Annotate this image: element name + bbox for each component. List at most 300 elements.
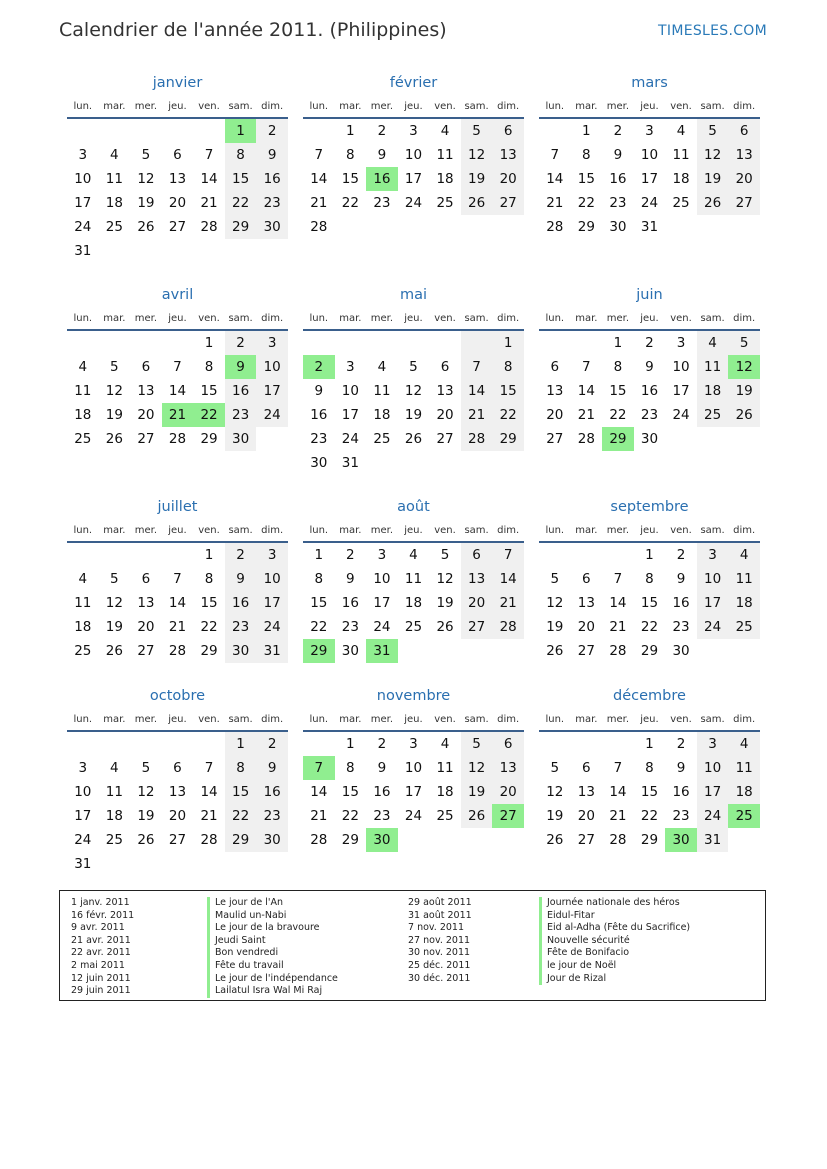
weekday-label: mar. (575, 101, 598, 112)
day-cell: 7 (204, 760, 214, 776)
day-cell: 2 (225, 331, 257, 355)
holiday-day-cell: 30 (366, 828, 398, 852)
day-cell: 25 (697, 403, 729, 427)
day-cell: 29 (640, 832, 659, 848)
day-cell: 4 (697, 331, 729, 355)
day-cell: 10 (341, 383, 359, 399)
day-cell: 8 (645, 571, 654, 587)
day-cell: 26 (461, 191, 493, 215)
day-cell: 13 (436, 383, 454, 399)
weekday-label: dim. (497, 714, 520, 725)
holiday-day-cell: 30 (665, 828, 697, 852)
holiday-day-cell: 9 (225, 355, 257, 379)
day-cell: 28 (609, 832, 627, 848)
legend-date: 7 nov. 2011 (408, 922, 464, 934)
day-cell: 3 (78, 760, 88, 776)
weekday-label: mar. (103, 313, 126, 324)
day-cell: 28 (310, 219, 328, 235)
empty-cell (366, 331, 398, 355)
day-cell: 8 (582, 147, 591, 163)
day-cell: 3 (78, 147, 88, 163)
day-cell: 14 (609, 784, 627, 800)
day-cell: 22 (225, 804, 257, 828)
day-cell: 10 (672, 359, 690, 375)
day-cell: 18 (74, 619, 92, 635)
day-cell: 7 (492, 543, 524, 567)
day-cell: 20 (168, 195, 187, 211)
day-cell: 27 (436, 431, 454, 447)
day-cell: 12 (105, 383, 123, 399)
day-cell: 10 (404, 760, 423, 776)
weekday-label: mar. (339, 313, 362, 324)
weekday-label: jeu. (640, 313, 659, 324)
day-cell: 22 (640, 619, 659, 635)
day-cell: 14 (609, 595, 627, 611)
day-cell: 24 (404, 195, 423, 211)
day-cell: 27 (137, 431, 155, 447)
day-cell: 10 (404, 147, 423, 163)
day-cell: 13 (137, 595, 155, 611)
day-cell: 18 (728, 780, 760, 804)
legend-date: 1 janv. 2011 (71, 897, 130, 908)
weekday-label: dim. (733, 313, 756, 324)
day-cell: 22 (225, 191, 257, 215)
weekday-label: sam. (228, 101, 253, 112)
day-cell: 21 (310, 195, 328, 211)
day-cell: 1 (346, 736, 355, 752)
weekday-label: lun. (73, 714, 93, 725)
day-cell: 26 (404, 431, 423, 447)
day-cell: 11 (404, 571, 423, 587)
day-cell: 22 (492, 403, 524, 427)
day-cell: 1 (225, 732, 257, 756)
day-cell: 29 (640, 643, 659, 659)
day-cell: 14 (492, 567, 524, 591)
weekday-header (67, 520, 288, 543)
weekday-label: mer. (134, 101, 158, 112)
day-cell: 5 (550, 760, 560, 776)
day-cell: 11 (436, 147, 454, 163)
day-cell: 10 (640, 147, 659, 163)
day-cell: 8 (346, 760, 355, 776)
day-cell: 18 (404, 595, 423, 611)
legend-holiday-name: Eidul-Fitar (539, 910, 690, 923)
day-cell: 31 (74, 856, 92, 872)
day-cell: 16 (256, 167, 288, 191)
day-cell: 6 (728, 119, 760, 143)
day-cell: 15 (200, 595, 218, 611)
weekday-label: lun. (73, 101, 93, 112)
empty-cell (602, 543, 634, 567)
day-cell: 3 (409, 736, 418, 752)
weekday-header (539, 709, 760, 732)
day-cell: 1 (346, 123, 355, 139)
empty-cell (539, 732, 571, 756)
empty-cell (130, 543, 162, 567)
day-cell: 6 (461, 543, 493, 567)
weekday-label: mer. (370, 714, 394, 725)
day-cell: 3 (346, 359, 355, 375)
day-cell: 13 (577, 784, 595, 800)
legend-dates-1 (408, 897, 472, 985)
weekday-label: ven. (434, 101, 456, 112)
day-cell: 9 (676, 760, 686, 776)
day-cell: 11 (105, 784, 123, 800)
weekday-header (539, 520, 760, 543)
empty-cell (429, 331, 461, 355)
weekday-label: sam. (700, 313, 725, 324)
empty-cell (162, 732, 194, 756)
day-cell: 28 (310, 832, 328, 848)
day-cell: 22 (310, 619, 328, 635)
month-name: février (389, 75, 438, 91)
day-cell: 12 (404, 383, 423, 399)
day-cell: 4 (676, 123, 686, 139)
empty-cell (162, 331, 194, 355)
day-cell: 25 (74, 431, 92, 447)
weekday-label: ven. (670, 525, 692, 536)
weekday-label: dim. (733, 714, 756, 725)
weekday-label: jeu. (168, 313, 187, 324)
day-cell: 30 (672, 643, 690, 659)
day-cell: 22 (640, 808, 659, 824)
day-cell: 12 (461, 756, 493, 780)
day-cell: 21 (577, 407, 595, 423)
weekday-label: sam. (464, 313, 489, 324)
day-cell: 6 (173, 147, 182, 163)
day-cell: 10 (697, 567, 729, 591)
day-cell: 6 (141, 571, 151, 587)
day-cell: 28 (200, 832, 218, 848)
day-cell: 30 (256, 828, 288, 852)
weekday-label: sam. (700, 714, 725, 725)
day-cell: 14 (461, 379, 493, 403)
day-cell: 3 (645, 123, 654, 139)
day-cell: 3 (676, 335, 686, 351)
day-cell: 12 (137, 171, 155, 187)
legend-date: 9 avr. 2011 (71, 922, 125, 934)
day-cell: 15 (640, 595, 659, 611)
weekday-header (303, 709, 524, 732)
day-cell: 5 (141, 147, 151, 163)
day-cell: 24 (256, 615, 288, 639)
day-cell: 2 (377, 123, 387, 139)
day-cell: 7 (613, 571, 623, 587)
empty-cell (571, 732, 603, 756)
holiday-day-cell: 29 (303, 639, 335, 663)
legend-holiday-name: le jour de Noël (539, 960, 690, 973)
weekday-label: mer. (606, 101, 630, 112)
legend-date: 2 mai 2011 (71, 959, 125, 971)
day-cell: 26 (105, 643, 123, 659)
day-cell: 10 (256, 355, 288, 379)
day-cell: 25 (105, 832, 123, 848)
weekday-label: mar. (575, 313, 598, 324)
day-cell: 8 (346, 147, 355, 163)
day-cell: 9 (377, 147, 387, 163)
day-cell: 2 (346, 547, 355, 563)
day-cell: 10 (74, 171, 92, 187)
day-cell: 22 (341, 195, 359, 211)
day-cell: 26 (461, 804, 493, 828)
empty-cell (571, 331, 603, 355)
empty-cell (335, 331, 367, 355)
month-4 (303, 282, 524, 475)
day-cell: 11 (728, 567, 760, 591)
day-cell: 14 (546, 171, 564, 187)
month-days (67, 732, 288, 876)
day-cell: 7 (461, 355, 493, 379)
weekday-label: ven. (198, 525, 220, 536)
weekday-label: sam. (700, 525, 725, 536)
day-cell: 21 (461, 403, 493, 427)
day-cell: 29 (492, 427, 524, 451)
empty-cell (130, 331, 162, 355)
weekday-label: dim. (733, 101, 756, 112)
day-cell: 11 (105, 171, 123, 187)
day-cell: 15 (341, 784, 359, 800)
day-cell: 23 (310, 431, 328, 447)
legend-holiday-name: Jour de Rizal (539, 973, 690, 986)
day-cell: 9 (346, 571, 355, 587)
day-cell: 19 (461, 780, 493, 804)
weekday-label: ven. (434, 525, 456, 536)
day-cell: 17 (404, 171, 423, 187)
day-cell: 17 (256, 379, 288, 403)
day-cell: 2 (225, 543, 257, 567)
weekday-label: mer. (370, 525, 394, 536)
legend-holiday-name: Eid al-Adha (Fête du Sacrifice) (539, 922, 690, 935)
day-cell: 20 (492, 780, 524, 804)
weekday-label: dim. (261, 714, 284, 725)
weekday-header (67, 96, 288, 119)
legend-holiday-name: Le jour de l'indépendance (207, 973, 338, 986)
day-cell: 8 (204, 359, 214, 375)
legend-date: 30 nov. 2011 (408, 947, 471, 959)
legend-holiday-name: Fête du travail (207, 960, 338, 973)
day-cell: 15 (640, 784, 659, 800)
day-cell: 30 (225, 427, 257, 451)
legend-date: 29 août 2011 (408, 897, 472, 908)
empty-cell (461, 331, 493, 355)
day-cell: 16 (225, 591, 257, 615)
day-cell: 16 (225, 379, 257, 403)
month-days (67, 119, 288, 263)
weekday-label: mar. (339, 101, 362, 112)
day-cell: 11 (373, 383, 391, 399)
weekday-label: dim. (261, 525, 284, 536)
day-cell: 1 (582, 123, 591, 139)
empty-cell (303, 331, 335, 355)
day-cell: 9 (225, 567, 257, 591)
legend-date: 27 nov. 2011 (408, 934, 471, 946)
day-cell: 19 (105, 407, 123, 423)
month-5 (539, 282, 760, 451)
day-cell: 25 (373, 431, 391, 447)
day-cell: 20 (492, 167, 524, 191)
day-cell: 6 (173, 760, 182, 776)
day-cell: 21 (200, 195, 218, 211)
day-cell: 25 (672, 195, 690, 211)
day-cell: 9 (377, 760, 387, 776)
legend-date: 12 juin 2011 (71, 972, 131, 984)
legend-holiday-name: Le jour de l'An (207, 897, 338, 910)
day-cell: 1 (645, 547, 654, 563)
day-cell: 25 (404, 619, 423, 635)
legend-date: 25 déc. 2011 (408, 959, 471, 971)
weekday-label: mar. (575, 525, 598, 536)
day-cell: 29 (200, 431, 218, 447)
day-cell: 1 (314, 547, 324, 563)
day-cell: 21 (200, 808, 218, 824)
day-cell: 20 (577, 808, 595, 824)
weekday-label: ven. (670, 101, 692, 112)
day-cell: 5 (409, 359, 418, 375)
day-cell: 18 (728, 591, 760, 615)
weekday-header (303, 520, 524, 543)
weekday-label: lun. (545, 101, 565, 112)
empty-cell (130, 732, 162, 756)
day-cell: 10 (697, 756, 729, 780)
day-cell: 1 (492, 331, 524, 355)
day-cell: 19 (546, 808, 564, 824)
holiday-day-cell: 12 (728, 355, 760, 379)
day-cell: 15 (225, 780, 257, 804)
day-cell: 25 (105, 219, 123, 235)
day-cell: 18 (697, 379, 729, 403)
day-cell: 19 (436, 595, 454, 611)
day-cell: 3 (256, 543, 288, 567)
day-cell: 15 (225, 167, 257, 191)
month-days (539, 732, 760, 852)
day-cell: 24 (672, 407, 690, 423)
empty-cell (99, 543, 131, 567)
day-cell: 14 (310, 171, 328, 187)
month-0 (67, 70, 288, 263)
day-cell: 20 (137, 407, 155, 423)
day-cell: 26 (137, 219, 155, 235)
day-cell: 13 (168, 171, 187, 187)
day-cell: 30 (310, 455, 328, 471)
day-cell: 3 (256, 331, 288, 355)
day-cell: 18 (672, 171, 690, 187)
holiday-day-cell: 1 (225, 119, 257, 143)
day-cell: 6 (550, 359, 560, 375)
day-cell: 19 (697, 167, 729, 191)
day-cell: 23 (225, 403, 257, 427)
day-cell: 17 (74, 808, 92, 824)
day-cell: 23 (341, 619, 359, 635)
page-title: Calendrier de l'année 2011. (Philippines) (59, 19, 447, 41)
holiday-legend (59, 890, 766, 1001)
day-cell: 4 (78, 571, 88, 587)
legend-date: 31 août 2011 (408, 909, 472, 921)
month-name: juin (636, 287, 663, 303)
day-cell: 7 (314, 147, 324, 163)
weekday-label: dim. (497, 525, 520, 536)
empty-cell (162, 119, 194, 143)
day-cell: 31 (697, 828, 729, 852)
day-cell: 21 (609, 619, 627, 635)
day-cell: 29 (577, 219, 595, 235)
weekday-label: ven. (670, 313, 692, 324)
day-cell: 7 (173, 359, 182, 375)
weekday-label: ven. (434, 714, 456, 725)
day-cell: 9 (613, 147, 623, 163)
day-cell: 19 (137, 195, 155, 211)
day-cell: 3 (697, 732, 729, 756)
day-cell: 16 (310, 407, 328, 423)
day-cell: 9 (256, 756, 288, 780)
weekday-label: jeu. (640, 714, 659, 725)
weekday-label: lun. (73, 525, 93, 536)
day-cell: 18 (74, 407, 92, 423)
legend-holiday-name: Lailatul Isra Wal Mi Raj (207, 985, 338, 998)
month-11 (539, 683, 760, 852)
day-cell: 2 (645, 335, 654, 351)
day-cell: 17 (697, 780, 729, 804)
month-name: avril (161, 287, 194, 303)
day-cell: 5 (461, 119, 493, 143)
day-cell: 27 (546, 431, 564, 447)
month-name: juillet (157, 499, 198, 515)
day-cell: 1 (204, 335, 214, 351)
legend-holiday-name: Nouvelle sécurité (539, 935, 690, 948)
day-cell: 21 (546, 195, 564, 211)
empty-cell (99, 119, 131, 143)
day-cell: 22 (577, 195, 595, 211)
weekday-label: lun. (545, 313, 565, 324)
brand-link[interactable]: TIMESLES.COM (658, 23, 767, 39)
day-cell: 3 (409, 123, 418, 139)
day-cell: 13 (492, 756, 524, 780)
day-cell: 9 (676, 571, 686, 587)
day-cell: 30 (640, 431, 659, 447)
day-cell: 18 (105, 808, 123, 824)
empty-cell (67, 732, 99, 756)
weekday-label: ven. (670, 714, 692, 725)
day-cell: 27 (577, 643, 595, 659)
weekday-label: dim. (733, 525, 756, 536)
day-cell: 12 (546, 595, 564, 611)
day-cell: 23 (256, 191, 288, 215)
empty-cell (539, 331, 571, 355)
day-cell: 11 (672, 147, 690, 163)
day-cell: 4 (440, 736, 450, 752)
day-cell: 11 (74, 595, 92, 611)
day-cell: 30 (256, 215, 288, 239)
day-cell: 6 (492, 732, 524, 756)
month-9 (67, 683, 288, 876)
month-days (539, 543, 760, 663)
day-cell: 20 (577, 619, 595, 635)
holiday-day-cell: 27 (492, 804, 524, 828)
day-cell: 5 (110, 359, 119, 375)
day-cell: 16 (256, 780, 288, 804)
day-cell: 13 (168, 784, 187, 800)
legend-holiday-name: Fête de Bonifacio (539, 947, 690, 960)
day-cell: 26 (697, 191, 729, 215)
day-cell: 26 (105, 431, 123, 447)
day-cell: 7 (550, 147, 560, 163)
day-cell: 30 (341, 643, 359, 659)
day-cell: 24 (404, 808, 423, 824)
day-cell: 24 (640, 195, 659, 211)
day-cell: 14 (577, 383, 595, 399)
day-cell: 15 (310, 595, 328, 611)
empty-cell (67, 543, 99, 567)
weekday-label: mer. (370, 313, 394, 324)
